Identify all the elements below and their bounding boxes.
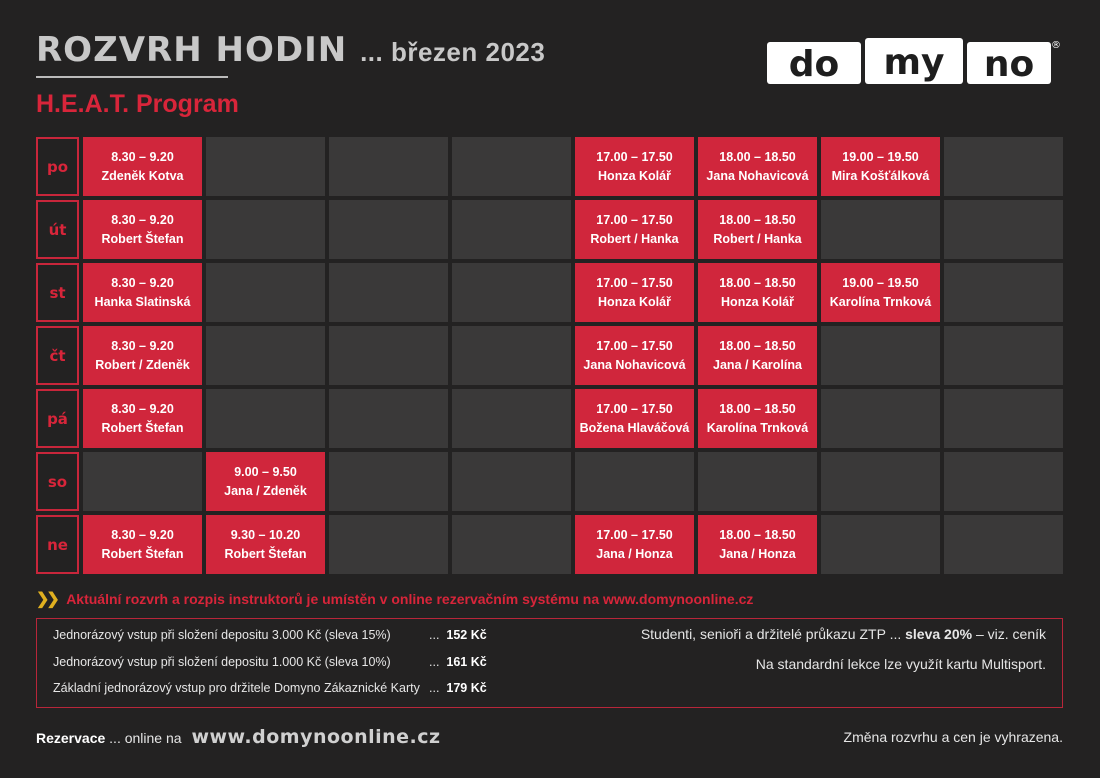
class-instructor: Jana / Karolína (713, 357, 802, 372)
class-slot (698, 137, 817, 196)
class-time: 18.00 – 18.50 (719, 401, 796, 416)
class-instructor: Honza Kolář (598, 168, 671, 183)
class-time: 17.00 – 17.50 (596, 401, 673, 416)
title-underline (36, 76, 228, 78)
class-slot (83, 389, 202, 448)
class-time: 8.30 – 9.20 (111, 338, 174, 353)
empty-slot (206, 263, 325, 322)
day-label: po (36, 137, 79, 196)
empty-slot (944, 515, 1063, 574)
title-text: ROZVRH HODIN (36, 30, 348, 70)
discount-note (641, 626, 1046, 642)
empty-slot (698, 452, 817, 511)
schedule-row (36, 263, 1064, 322)
class-slot (575, 389, 694, 448)
price-amount-2: 161 Kč (446, 655, 487, 669)
empty-slot (206, 326, 325, 385)
empty-slot (944, 137, 1063, 196)
class-instructor: Jana / Honza (596, 546, 673, 561)
empty-slot (575, 452, 694, 511)
class-slot (821, 137, 940, 196)
class-slot (206, 515, 325, 574)
price-value-2 (429, 655, 487, 669)
note-text: Aktuální rozvrh a rozpis instruktorů je umístěn v online rezervačním systému na www.domynoonline.cz (66, 591, 754, 607)
schedule-row (36, 389, 1064, 448)
day-label: pá (36, 389, 79, 448)
class-slot (698, 263, 817, 322)
class-time: 18.00 – 18.50 (719, 275, 796, 290)
class-instructor: Mira Košťálková (831, 168, 930, 183)
class-time: 19.00 – 19.50 (842, 149, 919, 164)
empty-slot (452, 389, 571, 448)
empty-slot (452, 515, 571, 574)
class-time: 9.00 – 9.50 (234, 464, 297, 479)
class-slot (206, 452, 325, 511)
day-label: út (36, 200, 79, 259)
class-slot (575, 515, 694, 574)
class-slot (698, 389, 817, 448)
logo-part-no: no (983, 44, 1035, 85)
class-slot (575, 200, 694, 259)
schedule-row (36, 515, 1064, 574)
schedule-row (36, 200, 1064, 259)
empty-slot (329, 515, 448, 574)
logo-part-do: do (788, 44, 840, 85)
class-instructor: Božena Hlaváčová (579, 420, 690, 435)
class-instructor: Jana / Zdeněk (224, 483, 307, 498)
empty-slot (944, 389, 1063, 448)
reservation-label: Rezervace (36, 730, 106, 746)
class-time: 18.00 – 18.50 (719, 212, 796, 227)
price-dots-3: ... (429, 681, 440, 695)
class-time: 18.00 – 18.50 (719, 527, 796, 542)
reservation-text: ... online na (105, 730, 182, 746)
empty-slot (206, 200, 325, 259)
empty-slot (452, 452, 571, 511)
class-time: 17.00 – 17.50 (596, 149, 673, 164)
empty-slot (206, 389, 325, 448)
class-instructor: Jana Nohavicová (583, 357, 686, 372)
empty-slot (452, 326, 571, 385)
empty-slot (329, 389, 448, 448)
price-label-1: Jednorázový vstup při složení depositu 3.000 Kč (sleva 15%) (53, 628, 391, 642)
chevron-double-icon: ❯❯ (36, 591, 57, 608)
day-label: so (36, 452, 79, 511)
class-slot (698, 200, 817, 259)
class-slot (83, 263, 202, 322)
disclaimer: Změna rozvrhu a cen je vyhrazena. (843, 729, 1063, 745)
empty-slot (452, 200, 571, 259)
empty-slot (329, 263, 448, 322)
price-amount-3: 179 Kč (446, 681, 487, 695)
class-slot (575, 137, 694, 196)
day-label: čt (36, 326, 79, 385)
class-instructor: Jana Nohavicová (706, 168, 809, 183)
empty-slot (821, 389, 940, 448)
class-time: 19.00 – 19.50 (842, 275, 919, 290)
logo-part-my: my (883, 42, 945, 83)
class-slot (821, 263, 940, 322)
day-label: ne (36, 515, 79, 574)
empty-slot (329, 452, 448, 511)
class-instructor: Honza Kolář (721, 294, 794, 309)
day-label: st (36, 263, 79, 322)
class-instructor: Hanka Slatinská (94, 294, 191, 309)
class-time: 17.00 – 17.50 (596, 275, 673, 290)
empty-slot (944, 452, 1063, 511)
class-time: 17.00 – 17.50 (596, 527, 673, 542)
price-box (36, 618, 1063, 708)
class-instructor: Karolína Trnková (706, 420, 809, 435)
class-slot (698, 326, 817, 385)
class-time: 9.30 – 10.20 (230, 527, 301, 542)
class-slot (83, 137, 202, 196)
class-instructor: Karolína Trnková (829, 294, 932, 309)
discount-pre: Studenti, senioři a držitelé průkazu ZTP ... (640, 626, 906, 642)
class-instructor: Jana / Honza (719, 546, 796, 561)
empty-slot (821, 515, 940, 574)
online-schedule-note (36, 589, 753, 609)
price-value-1 (429, 628, 487, 642)
logo-registered: ® (1051, 40, 1061, 51)
class-instructor: Zdeněk Kotva (101, 168, 184, 183)
class-instructor: Robert Štefan (101, 231, 184, 246)
price-dots-2: ... (429, 655, 440, 669)
price-label-3: Základní jednorázový vstup pro držitele Domyno Zákaznické Karty (53, 681, 420, 695)
class-time: 8.30 – 9.20 (111, 401, 174, 416)
program-subtitle: H.E.A.T. Program (36, 90, 239, 118)
class-time: 18.00 – 18.50 (719, 149, 796, 164)
class-time: 8.30 – 9.20 (111, 275, 174, 290)
discount-post: – viz. ceník (972, 626, 1046, 642)
price-dots-1: ... (429, 628, 440, 642)
class-instructor: Robert Štefan (101, 420, 184, 435)
discount-bold: sleva 20% (905, 626, 973, 642)
class-slot (575, 326, 694, 385)
empty-slot (944, 326, 1063, 385)
empty-slot (944, 200, 1063, 259)
class-slot (575, 263, 694, 322)
class-instructor: Robert Štefan (224, 546, 307, 561)
empty-slot (944, 263, 1063, 322)
page-title (36, 30, 545, 70)
class-time: 17.00 – 17.50 (596, 338, 673, 353)
class-time: 8.30 – 9.20 (111, 212, 174, 227)
class-instructor: Robert / Zdeněk (95, 357, 190, 372)
title-month: ... březen 2023 (360, 37, 546, 67)
class-slot (83, 200, 202, 259)
class-time: 8.30 – 9.20 (111, 527, 174, 542)
empty-slot (452, 137, 571, 196)
empty-slot (452, 263, 571, 322)
reservation-link[interactable]: www.domynoonline.cz (191, 726, 441, 748)
class-slot (698, 515, 817, 574)
class-instructor: Honza Kolář (598, 294, 671, 309)
price-label-2: Jednorázový vstup při složení depositu 1.000 Kč (sleva 10%) (53, 655, 391, 669)
empty-slot (206, 137, 325, 196)
empty-slot (329, 326, 448, 385)
empty-slot (821, 452, 940, 511)
class-slot (83, 515, 202, 574)
class-time: 8.30 – 9.20 (111, 149, 174, 164)
empty-slot (83, 452, 202, 511)
empty-slot (821, 200, 940, 259)
domyno-logo (767, 38, 1063, 86)
empty-slot (329, 200, 448, 259)
price-amount-1: 152 Kč (446, 628, 487, 642)
schedule-row (36, 326, 1064, 385)
price-value-3 (429, 681, 487, 695)
class-slot (83, 326, 202, 385)
class-time: 17.00 – 17.50 (596, 212, 673, 227)
schedule-row (36, 452, 1064, 511)
class-instructor: Robert Štefan (101, 546, 184, 561)
class-time: 18.00 – 18.50 (719, 338, 796, 353)
class-instructor: Robert / Hanka (713, 231, 802, 246)
multisport-note: Na standardní lekce lze využít kartu Multisport. (755, 656, 1046, 672)
class-instructor: Robert / Hanka (590, 231, 679, 246)
empty-slot (821, 326, 940, 385)
empty-slot (329, 137, 448, 196)
reservation-footer (36, 726, 441, 748)
schedule-row (36, 137, 1064, 196)
